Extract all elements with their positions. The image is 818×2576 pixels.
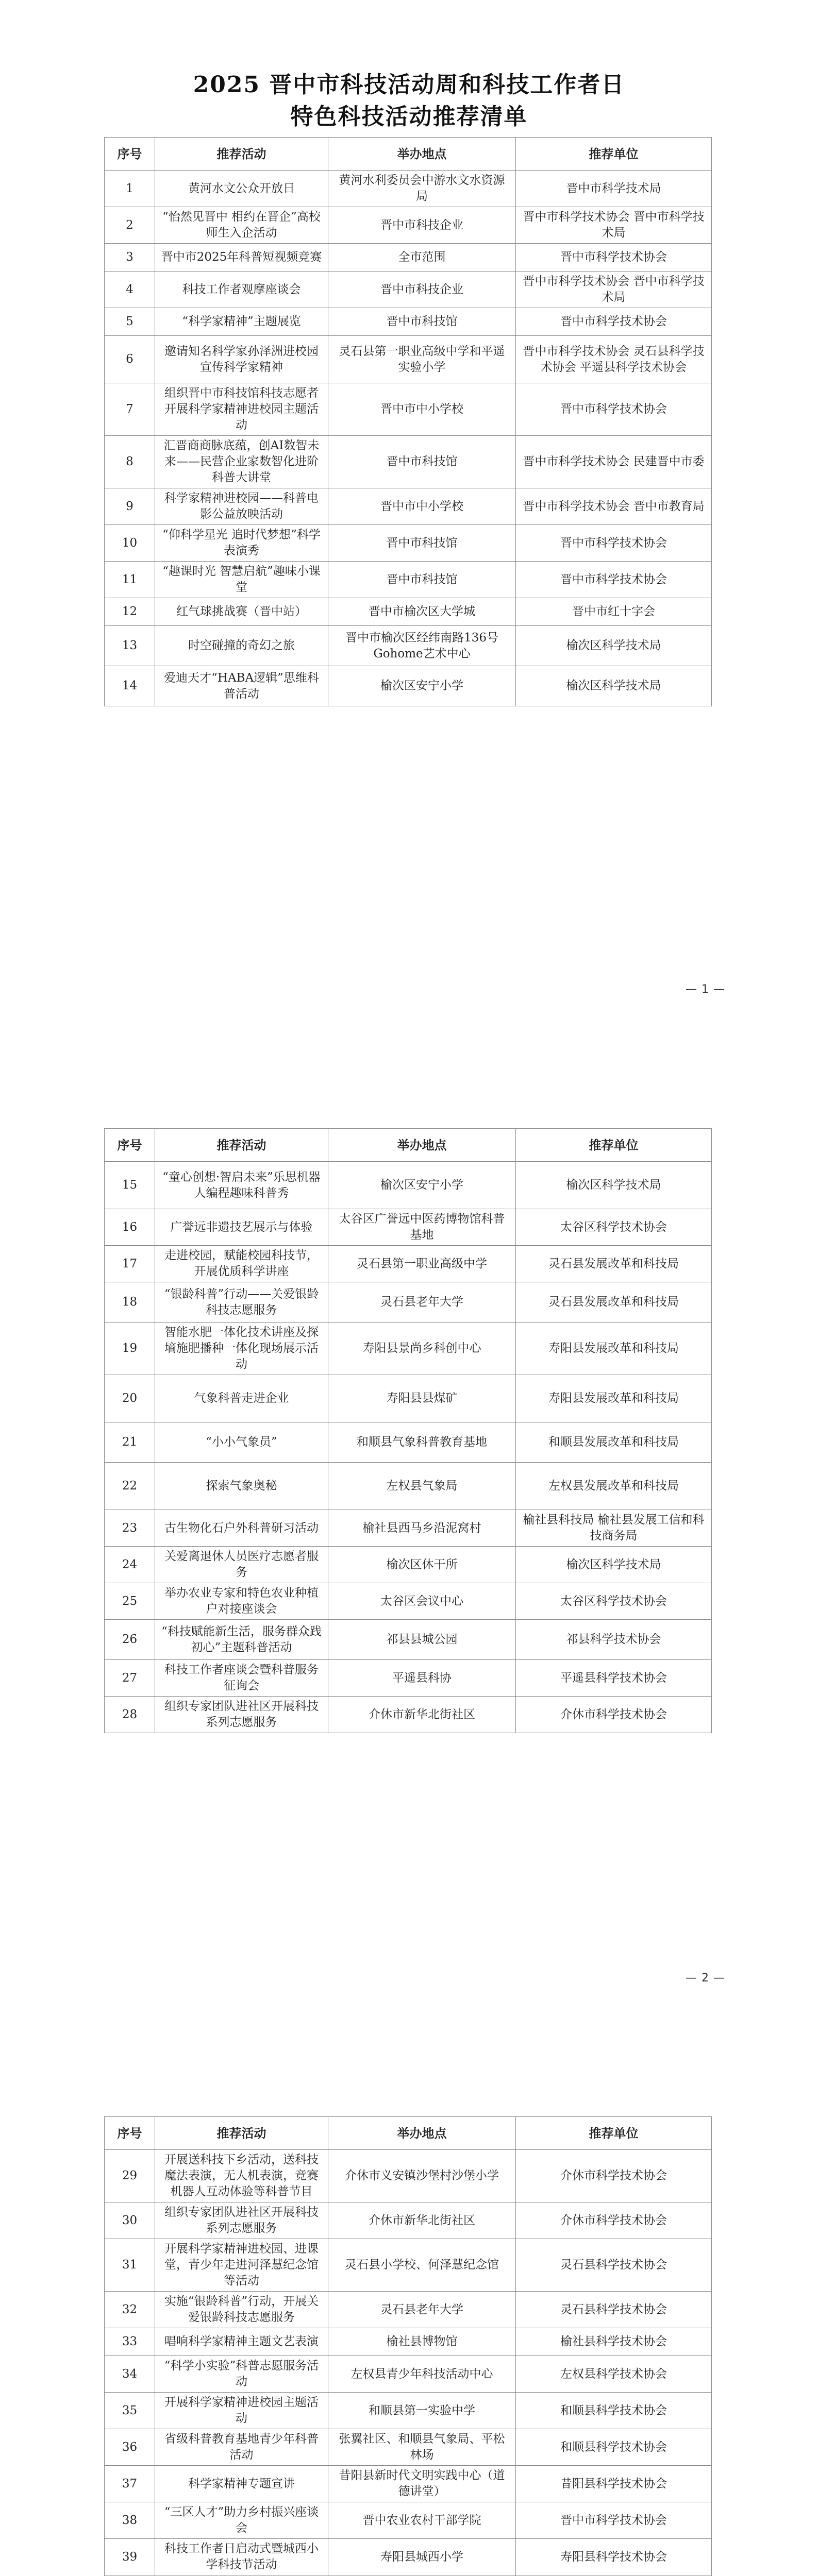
row-activity: “怡然见晋中 相约在晋企”高校师生入企活动 (155, 207, 328, 244)
row-number: 27 (105, 1660, 155, 1697)
row-activity: 探索气象奥秘 (155, 1463, 328, 1510)
row-unit: 晋中市科学技术协会 (516, 308, 712, 336)
row-activity: “银龄科普”行动——关爱银龄科技志愿服务 (155, 1282, 328, 1323)
row-location: 灵石县老年大学 (328, 1282, 516, 1323)
row-location: 灵石县老年大学 (328, 2292, 516, 2328)
row-activity: 开展科学家精神进校园、进课堂，青少年走进河泽慧纪念馆等活动 (155, 2239, 328, 2292)
row-unit: 晋中市科学技术协会 (516, 525, 712, 562)
table-row (105, 2202, 712, 2239)
row-unit: 晋中市科学技术协会 (516, 562, 712, 598)
row-unit: 寿阳县科学技术协会 (516, 2539, 712, 2575)
table-row (105, 1510, 712, 1547)
table-row (105, 1323, 712, 1375)
column-header: 推荐单位 (516, 1129, 712, 1162)
row-number: 13 (105, 626, 155, 666)
row-number: 1 (105, 171, 155, 207)
table-row (105, 207, 712, 244)
column-header: 举办地点 (328, 138, 516, 171)
row-activity: 邀请知名科学家孙泽洲进校园宣传科学家精神 (155, 336, 328, 383)
row-location: 榆次区休干所 (328, 1547, 516, 1583)
row-activity: 省级科普教育基地青少年科普活动 (155, 2429, 328, 2466)
row-number: 35 (105, 2393, 155, 2429)
table-row (105, 1660, 712, 1697)
row-activity: “仰科学星光 追时代梦想”科学表演秀 (155, 525, 328, 562)
table-header-row (105, 138, 712, 171)
row-number: 8 (105, 436, 155, 488)
column-header: 推荐活动 (155, 138, 328, 171)
row-location: 寿阳县县煤矿 (328, 1375, 516, 1422)
row-location: 黄河水利委员会中游水文水资源局 (328, 171, 516, 207)
row-number: 21 (105, 1422, 155, 1463)
table-row (105, 525, 712, 562)
row-number: 17 (105, 1246, 155, 1282)
row-activity: 广誉远非遗技艺展示与体验 (155, 1209, 328, 1246)
row-activity: 时空碰撞的奇幻之旅 (155, 626, 328, 666)
table-row (105, 171, 712, 207)
row-unit: 晋中市科学技术协会 晋中市科学技术局 (516, 272, 712, 308)
row-unit: 榆次区科学技术局 (516, 666, 712, 706)
row-unit: 晋中市科学技术局 (516, 171, 712, 207)
table-row (105, 2429, 712, 2466)
row-number: 19 (105, 1323, 155, 1375)
table-row (105, 562, 712, 598)
row-activity: “科技赋能新生活，服务群众践初心”主题科普活动 (155, 1620, 328, 1660)
row-unit: 太谷区科学技术协会 (516, 1209, 712, 1246)
page-number-1: — 1 — (686, 983, 725, 996)
row-location: 昔阳县新时代文明实践中心（道德讲堂） (328, 2466, 516, 2502)
table-row (105, 666, 712, 706)
row-activity: “科学小实验”科普志愿服务活动 (155, 2356, 328, 2393)
row-location: 晋中市科技企业 (328, 272, 516, 308)
column-header: 推荐单位 (516, 138, 712, 171)
page-number-2: — 2 — (686, 1972, 725, 1985)
column-header: 序号 (105, 1129, 155, 1162)
table-row (105, 1375, 712, 1422)
table-row (105, 488, 712, 525)
table-row (105, 2239, 712, 2292)
row-activity: 古生物化石户外科普研习活动 (155, 1510, 328, 1547)
row-unit: 晋中市科学技术协会 灵石县科学技术协会 平遥县科学技术协会 (516, 336, 712, 383)
column-header: 序号 (105, 2117, 155, 2150)
row-number: 7 (105, 383, 155, 436)
row-unit: 介休市科学技术协会 (516, 2150, 712, 2202)
row-location: 晋中市中小学校 (328, 383, 516, 436)
row-unit: 介休市科学技术协会 (516, 2202, 712, 2239)
row-location: 晋中市科技馆 (328, 436, 516, 488)
row-unit: 平遥县科学技术协会 (516, 1660, 712, 1697)
table-row (105, 2292, 712, 2328)
row-unit: 灵石县发展改革和科技局 (516, 1246, 712, 1282)
table-row (105, 1697, 712, 1733)
row-unit: 和顺县科学技术协会 (516, 2393, 712, 2429)
row-unit: 榆次区科学技术局 (516, 1162, 712, 1209)
table-row (105, 2393, 712, 2429)
row-location: 灵石县第一职业高级中学和平遥实验小学 (328, 336, 516, 383)
row-location: 左权县气象局 (328, 1463, 516, 1510)
row-unit: 和顺县发展改革和科技局 (516, 1422, 712, 1463)
row-number: 10 (105, 525, 155, 562)
row-unit: 灵石县科学技术协会 (516, 2292, 712, 2328)
column-header: 举办地点 (328, 2117, 516, 2150)
row-number: 3 (105, 244, 155, 272)
row-number: 18 (105, 1282, 155, 1323)
row-number: 5 (105, 308, 155, 336)
row-activity: “三区人才”助力乡村振兴座谈会 (155, 2502, 328, 2539)
table-row (105, 1162, 712, 1209)
row-unit: 寿阳县发展改革和科技局 (516, 1323, 712, 1375)
row-unit: 榆社县科技局 榆社县发展工信和科技商务局 (516, 1510, 712, 1547)
row-unit: 晋中市红十字会 (516, 598, 712, 626)
row-location: 晋中市中小学校 (328, 488, 516, 525)
row-unit: 祁县科学技术协会 (516, 1620, 712, 1660)
table-row (105, 2539, 712, 2575)
row-number: 24 (105, 1547, 155, 1583)
table-row (105, 1422, 712, 1463)
table-row (105, 598, 712, 626)
table-row (105, 1209, 712, 1246)
row-location: 晋中市科技企业 (328, 207, 516, 244)
row-number: 28 (105, 1697, 155, 1733)
row-number: 15 (105, 1162, 155, 1209)
row-location: 晋中市榆次区经纬南路136号Gohome艺术中心 (328, 626, 516, 666)
table-row (105, 244, 712, 272)
row-activity: 组织专家团队进社区开展科技系列志愿服务 (155, 2202, 328, 2239)
row-activity: 走进校园，赋能校园科技节，开展优质科学讲座 (155, 1246, 328, 1282)
row-location: 榆社县博物馆 (328, 2328, 516, 2356)
row-number: 22 (105, 1463, 155, 1510)
row-unit: 灵石县发展改革和科技局 (516, 1282, 712, 1323)
row-activity: “科学家精神”主题展览 (155, 308, 328, 336)
table-row (105, 1463, 712, 1510)
row-location: 太谷区广誉远中医药博物馆科普基地 (328, 1209, 516, 1246)
row-location: 张翼社区、和顺县气象局、平松林场 (328, 2429, 516, 2466)
row-number: 37 (105, 2466, 155, 2502)
row-location: 寿阳县城西小学 (328, 2539, 516, 2575)
row-activity: 唱响科学家精神主题文艺表演 (155, 2328, 328, 2356)
row-activity: 关爱离退休人员医疗志愿者服务 (155, 1547, 328, 1583)
table-row (105, 272, 712, 308)
table-row (105, 1246, 712, 1282)
row-unit: 晋中市科学技术协会 (516, 2502, 712, 2539)
row-number: 20 (105, 1375, 155, 1422)
row-location: 晋中农业农村干部学院 (328, 2502, 516, 2539)
table-row (105, 2502, 712, 2539)
row-unit: 介休市科学技术协会 (516, 1697, 712, 1733)
row-number: 31 (105, 2239, 155, 2292)
row-number: 6 (105, 336, 155, 383)
row-unit: 晋中市科学技术协会 晋中市教育局 (516, 488, 712, 525)
row-number: 2 (105, 207, 155, 244)
row-location: 榆次区安宁小学 (328, 1162, 516, 1209)
row-unit: 左权县发展改革和科技局 (516, 1463, 712, 1510)
row-location: 榆社县西马乡沿泥窝村 (328, 1510, 516, 1547)
row-activity: 组织专家团队进社区开展科技系列志愿服务 (155, 1697, 328, 1733)
row-unit: 晋中市科学技术协会 (516, 383, 712, 436)
row-unit: 榆次区科学技术局 (516, 1547, 712, 1583)
row-activity: 晋中市2025年科普短视频竞赛 (155, 244, 328, 272)
row-activity: “小小气象员” (155, 1422, 328, 1463)
row-number: 23 (105, 1510, 155, 1547)
row-location: 晋中市科技馆 (328, 308, 516, 336)
row-unit: 晋中市科学技术协会 民建晋中市委 (516, 436, 712, 488)
row-location: 寿阳县景尚乡科创中心 (328, 1323, 516, 1375)
row-number: 16 (105, 1209, 155, 1246)
row-location: 晋中市科技馆 (328, 562, 516, 598)
row-location: 灵石县小学校、何泽慧纪念馆 (328, 2239, 516, 2292)
row-location: 全市范围 (328, 244, 516, 272)
table-row (105, 2328, 712, 2356)
row-unit: 左权县科学技术协会 (516, 2356, 712, 2393)
row-activity: 科技工作者观摩座谈会 (155, 272, 328, 308)
row-activity: 气象科普走进企业 (155, 1375, 328, 1422)
row-activity: 开展送科技下乡活动，送科技魔法表演，无人机表演，竞赛机器人互动体验等科普节目 (155, 2150, 328, 2202)
row-unit: 晋中市科学技术协会 (516, 244, 712, 272)
row-number: 11 (105, 562, 155, 598)
row-location: 介休市义安镇沙堡村沙堡小学 (328, 2150, 516, 2202)
row-number: 14 (105, 666, 155, 706)
row-location: 介休市新华北街社区 (328, 1697, 516, 1733)
row-activity: 红气球挑战赛（晋中站） (155, 598, 328, 626)
table-header-row (105, 2117, 712, 2150)
row-activity: 科技工作者座谈会暨科普服务征询会 (155, 1660, 328, 1697)
row-activity: 爱迪天才“HABA逻辑”思维科普活动 (155, 666, 328, 706)
activity-table-page1 (104, 137, 712, 706)
row-unit: 榆次区科学技术局 (516, 626, 712, 666)
table-row (105, 626, 712, 666)
table-row (105, 1620, 712, 1660)
table-row (105, 2150, 712, 2202)
table-row (105, 336, 712, 383)
row-location: 介休市新华北街社区 (328, 2202, 516, 2239)
row-number: 4 (105, 272, 155, 308)
table-header-row (105, 1129, 712, 1162)
table-row (105, 383, 712, 436)
row-activity: 黄河水文公众开放日 (155, 171, 328, 207)
row-number: 9 (105, 488, 155, 525)
row-number: 34 (105, 2356, 155, 2393)
table-row (105, 2466, 712, 2502)
table-row (105, 436, 712, 488)
row-unit: 榆社县科学技术协会 (516, 2328, 712, 2356)
row-unit: 晋中市科学技术协会 晋中市科学技术局 (516, 207, 712, 244)
row-activity: 科技工作者日启动式暨城西小学科技节活动 (155, 2539, 328, 2575)
row-number: 36 (105, 2429, 155, 2466)
table-row (105, 1282, 712, 1323)
row-unit: 和顺县科学技术协会 (516, 2429, 712, 2466)
row-unit: 昔阳县科学技术协会 (516, 2466, 712, 2502)
row-number: 38 (105, 2502, 155, 2539)
activity-table-page3 (104, 2116, 712, 2576)
row-unit: 太谷区科学技术协会 (516, 1583, 712, 1620)
column-header: 推荐单位 (516, 2117, 712, 2150)
column-header: 序号 (105, 138, 155, 171)
row-unit: 寿阳县发展改革和科技局 (516, 1375, 712, 1422)
row-number: 30 (105, 2202, 155, 2239)
row-activity: 汇晋商商脉底蕴，创AI数智未来——民营企业家数智化进阶科普大讲堂 (155, 436, 328, 488)
row-location: 榆次区安宁小学 (328, 666, 516, 706)
table-row (105, 1547, 712, 1583)
row-number: 25 (105, 1583, 155, 1620)
page-title-line2: 特色科技活动推荐清单 (290, 104, 528, 130)
row-number: 12 (105, 598, 155, 626)
row-location: 左权县青少年科技活动中心 (328, 2356, 516, 2393)
row-location: 和顺县第一实验中学 (328, 2393, 516, 2429)
row-activity: “童心创想·智启未来”乐思机器人编程趣味科普秀 (155, 1162, 328, 1209)
row-activity: 科学家精神专题宣讲 (155, 2466, 328, 2502)
row-activity: 组织晋中市科技馆科技志愿者开展科学家精神进校园主题活动 (155, 383, 328, 436)
row-location: 晋中市科技馆 (328, 525, 516, 562)
row-activity: 智能水肥一体化技术讲座及探墒施肥播种一体化现场展示活动 (155, 1323, 328, 1375)
row-location: 和顺县气象科普教育基地 (328, 1422, 516, 1463)
row-location: 灵石县第一职业高级中学 (328, 1246, 516, 1282)
table-row (105, 2356, 712, 2393)
row-location: 平遥县科协 (328, 1660, 516, 1697)
row-location: 太谷区会议中心 (328, 1583, 516, 1620)
row-number: 26 (105, 1620, 155, 1660)
row-activity: “趣课时光 智慧启航”趣味小课堂 (155, 562, 328, 598)
column-header: 推荐活动 (155, 1129, 328, 1162)
row-activity: 科学家精神进校园——科普电影公益放映活动 (155, 488, 328, 525)
row-activity: 开展科学家精神进校园主题活动 (155, 2393, 328, 2429)
row-location: 祁县县城公园 (328, 1620, 516, 1660)
row-unit: 灵石县科学技术协会 (516, 2239, 712, 2292)
row-location: 晋中市榆次区大学城 (328, 598, 516, 626)
activity-table-page2 (104, 1128, 712, 1733)
row-number: 33 (105, 2328, 155, 2356)
table-row (105, 308, 712, 336)
column-header: 推荐活动 (155, 2117, 328, 2150)
page-title-line1: 2025 晋中市科技活动周和科技工作者日 (193, 72, 625, 98)
row-activity: 实施“银龄科普”行动，开展关爱银龄科技志愿服务 (155, 2292, 328, 2328)
row-number: 29 (105, 2150, 155, 2202)
row-activity: 举办农业专家和特色农业种植户对接座谈会 (155, 1583, 328, 1620)
row-number: 39 (105, 2539, 155, 2575)
row-number: 32 (105, 2292, 155, 2328)
table-row (105, 1583, 712, 1620)
column-header: 举办地点 (328, 1129, 516, 1162)
